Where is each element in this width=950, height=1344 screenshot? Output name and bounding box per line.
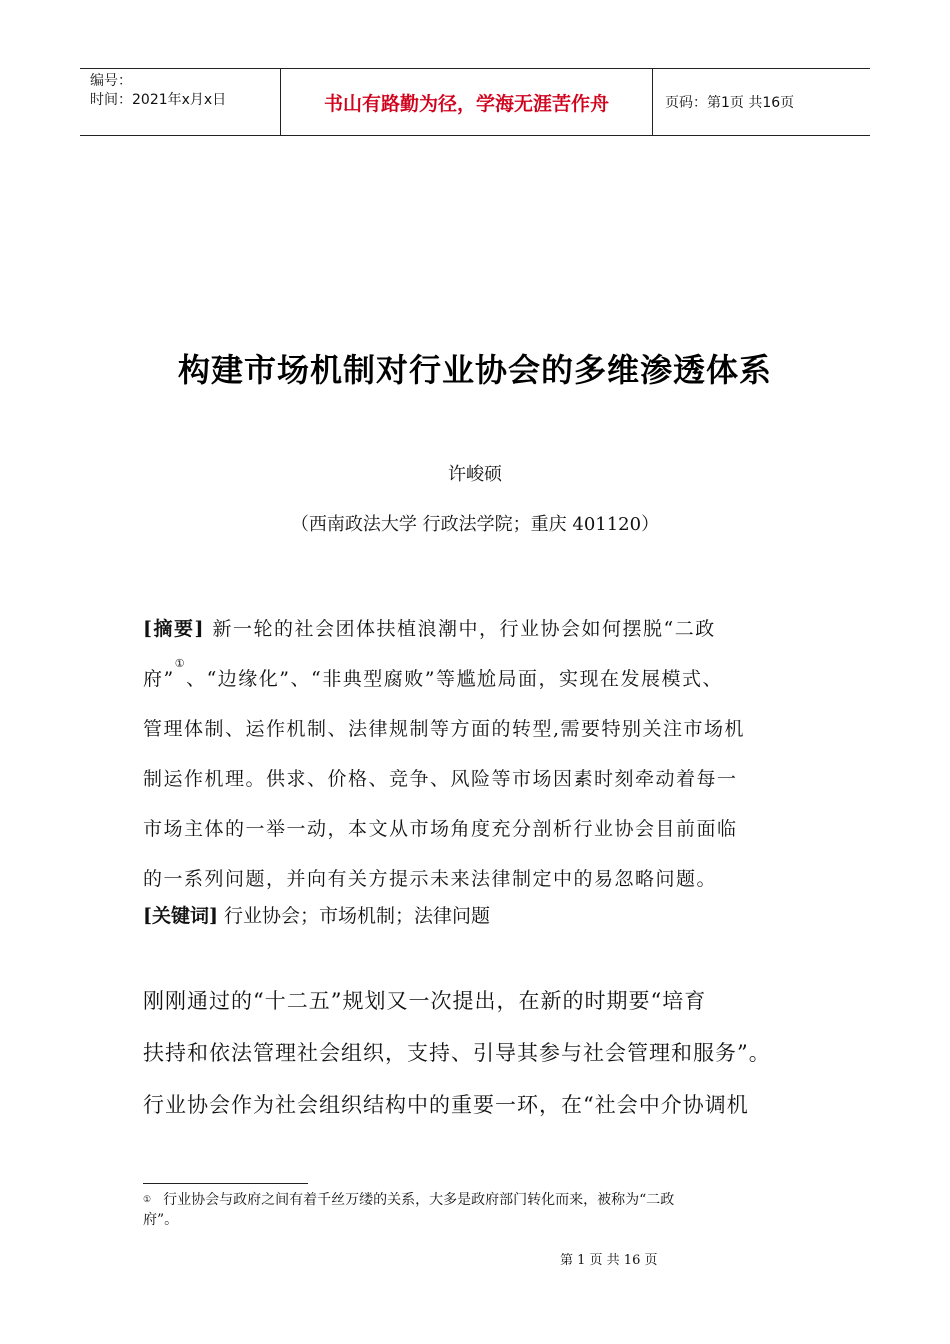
abstract-line-6: 的一系列问题，并向有关方提示未来法律制定中的易忽略问题。 xyxy=(143,868,718,890)
abstract-line-2: 府”①、“边缘化”、“非典型腐败”等尴尬局面，实现在发展模式、 xyxy=(143,657,723,690)
abstract-section xyxy=(143,604,823,904)
footnote-ref-mark[interactable]: ① xyxy=(174,657,187,670)
author-name: 许峻硕 xyxy=(448,464,502,485)
abstract-line-4: 制运作机理。供求、价格、竞争、风险等市场因素时刻牵动着每一 xyxy=(143,768,738,790)
footnote-line-1: ① 行业协会与政府之间有着千丝万缕的关系，大多是政府部门转化而来，被称为“二政 xyxy=(143,1192,675,1208)
header-motto: 书山有路勤为径，学海无涯苦作舟 xyxy=(280,69,653,135)
document-title: 构建市场机制对行业协会的多维渗透体系 xyxy=(177,351,772,389)
footnote xyxy=(143,1190,803,1230)
keywords-section xyxy=(143,901,490,928)
keywords-text: 行业协会；市场机制；法律问题 xyxy=(217,905,491,927)
author-affiliation: （西南政法大学 行政法学院；重庆 401120） xyxy=(290,514,660,535)
page-header xyxy=(80,68,870,136)
header-page-code: 页码：第1页 共16页 xyxy=(665,95,795,111)
header-meta xyxy=(80,69,280,135)
document-number-label: 编号： xyxy=(90,73,132,89)
footnote-mark: ① xyxy=(143,1195,152,1205)
keywords-label: [关键词] xyxy=(143,905,218,927)
page-footer: 第 1 页 共 16 页 xyxy=(560,1253,658,1268)
abstract-line-1: [摘要] 新一轮的社会团体扶植浪潮中，行业协会如何摆脱“二政 xyxy=(143,618,716,640)
body-line-3: 行业协会作为社会组织结构中的重要一环，在“社会中介协调机 xyxy=(143,1093,749,1117)
abstract-line-5: 市场主体的一举一动，本文从市场角度充分剖析行业协会目前面临 xyxy=(143,818,738,840)
abstract-label: [摘要] xyxy=(143,618,205,640)
body-line-2: 扶持和依法管理社会组织，支持、引导其参与社会管理和服务”。 xyxy=(143,1041,771,1065)
abstract-line-3: 管理体制、运作机制、法律规制等方面的转型,需要特别关注市场机 xyxy=(143,718,746,740)
document-date: 时间：2021年x月x日 xyxy=(90,92,227,108)
body-text xyxy=(143,975,823,1131)
footnote-divider xyxy=(143,1183,308,1184)
footnote-line-2: 府”。 xyxy=(143,1212,179,1228)
body-line-1: 刚刚通过的“十二五”规划又一次提出，在新的时期要“培育 xyxy=(143,989,707,1013)
